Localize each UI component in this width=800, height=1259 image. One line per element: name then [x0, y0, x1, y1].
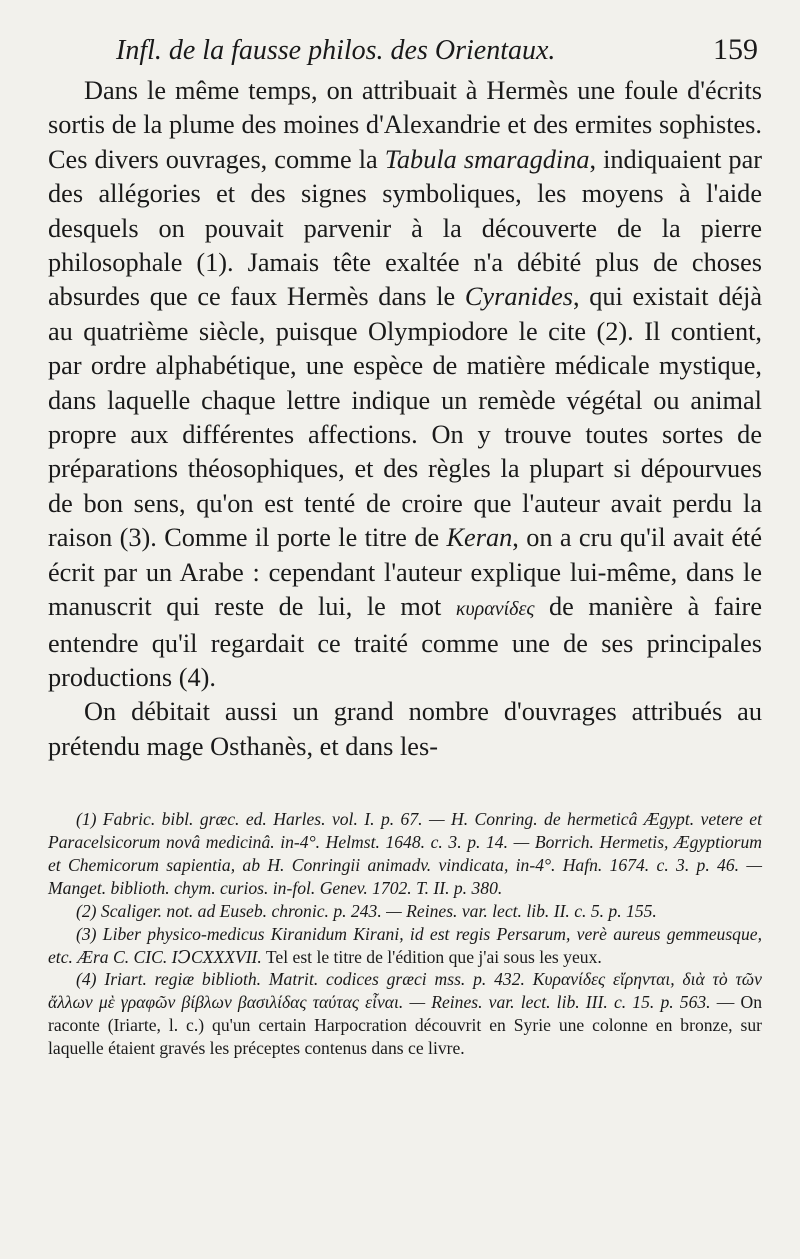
text-run: de manière à faire entendre qu'il regardait ce traité comme une de ses principales productions (4).	[48, 592, 762, 692]
page-number: 159	[713, 33, 758, 66]
greek-word: κυρανίδες	[455, 598, 535, 621]
main-text	[48, 74, 762, 764]
paragraph-2: On débitait aussi un grand nombre d'ouvrages attribués au prétendu mage Osthanès, et dans les-	[48, 697, 762, 761]
title-keran: Keran	[446, 523, 513, 553]
footnote-4-comment: — On raconte (Iriarte, l. c.) qu'un certain Harpocration découvrit en Syrie une colonne en bronze, sur laquelle étaient gravés les préceptes contenus dans ce livre.	[48, 992, 762, 1059]
text-run: Dans le même temps, on attribuait à Hermès une foule d'écrits sortis de la plume des moines d'Alexandrie et des ermites sophistes. Ces divers ouvrages, comme la	[48, 76, 762, 174]
footnote-4	[48, 968, 762, 1060]
footnote-2: (2) Scaliger. not. ad Euseb. chronic. p. 243. — Reines. var. lect. lib. II. c. 5. p. 155.	[76, 900, 657, 921]
paragraph-1	[48, 74, 762, 695]
text-run: , indiquaient par des allégories et des signes symboliques, les moyens à l'aide desquels on pouvait parvenir à la découverte de la pierre philosophale (1). Jamais tête exaltée n'a débité plus de choses absurdes que ce faux Hermès dans le	[48, 144, 763, 312]
footnotes	[48, 808, 762, 1060]
running-header	[48, 30, 762, 70]
text-run: , qui existait déjà au quatrième siècle, puisque Olympiodore le cite (2). Il contient, par ordre alphabétique, une espèce de matière médicale mystique, dans laquelle chaque lettre indique un remède végétal ou animal propre aux différentes affections. On y trouve toutes sortes de préparations théosophiques, et des règles la plupart si dépourvues de bon sens, qu'on est tenté de croire que l'auteur avait perdu la raison (3). Comme il porte le titre de	[48, 282, 762, 553]
title-tabula-smaragdina: Tabula smaragdina	[384, 144, 590, 174]
footnote-4-citation: (4) Iriart. regiæ biblioth. Matrit. codices græci mss. p. 432. Κυρανίδες εἴρηνται, διὰ τὸ τῶν ἄλλων μὲ γραφῶν βίβλων βασιλίδας ταύτας εἶναι. — Reines. var. lect. lib. III. c. 15. p. 563.	[48, 969, 762, 1013]
footnote-3-citation: (3) Liber physico-medicus Kiranidum Kirani, id est regis Persarum, verè aureus gemmeusque, etc. Æra C. CIC. IↃCXXXVII.	[48, 923, 762, 967]
footnote-3	[48, 923, 762, 969]
running-title: Infl. de la fausse philos. des Orientaux.	[116, 35, 556, 66]
footnote-1: (1) Fabric. bibl. græc. ed. Harles. vol. I. p. 67. — H. Conring. de hermeticâ Ægypt. vetere et Paracelsicorum novâ medicinâ. in-4°. Helmst. 1648. c. 3. p. 14. — Borrich. Hermetis, Ægyptiorum et Chemicorum sapientia, ab H. Conringii animadv. vindicata, in-4°. Hafn. 1674. c. 3. p. 46. — Manget. biblioth. chym. curios. in-fol. Genev. 1702. T. II. p. 380.	[48, 809, 762, 898]
footnote-3-comment: Tel est le titre de l'édition que j'ai sous les yeux.	[261, 946, 602, 967]
title-cyranides: Cyranides	[464, 282, 573, 312]
text-run: , on a cru qu'il avait été écrit par un Arabe : cependant l'auteur explique lui-même, dans le manuscrit qui reste de lui, le mot	[48, 523, 763, 622]
